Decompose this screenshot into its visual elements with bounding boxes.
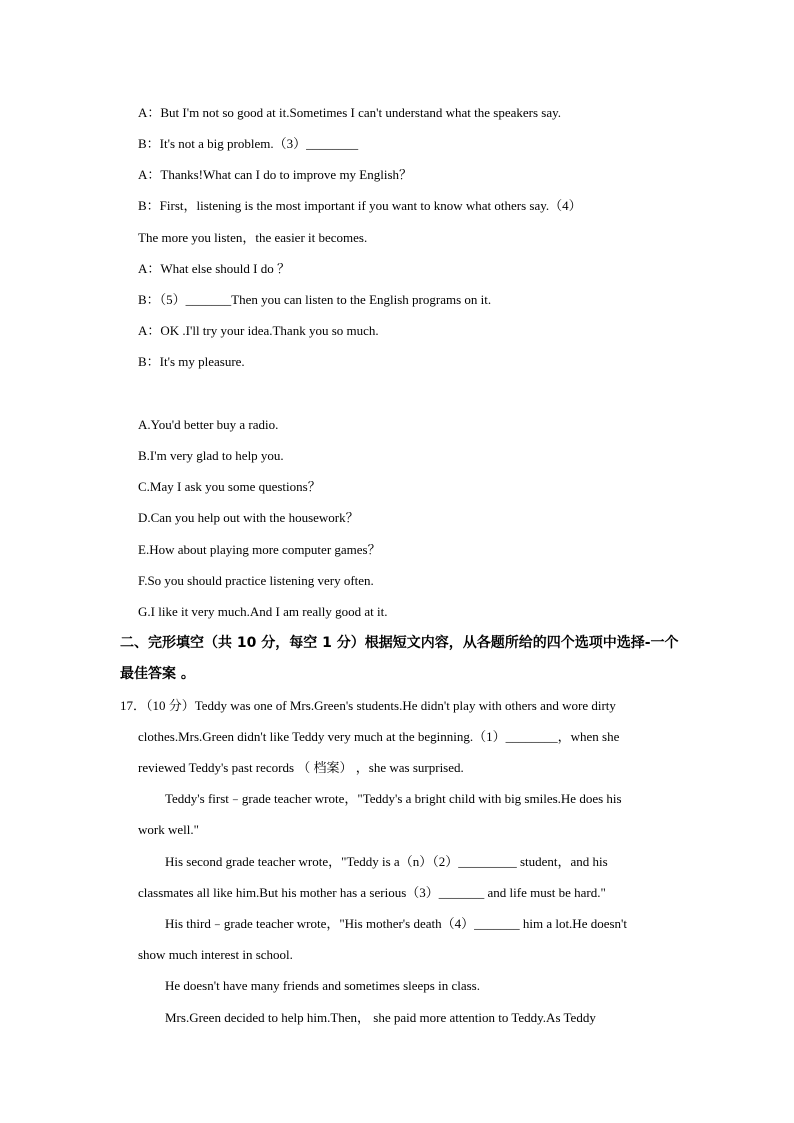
dialogue-line-b2-cont: The more you listen，the easier it becomes. (138, 230, 368, 245)
q17-line-4: Teddy's first﹣grade teacher wrote，"Teddy's a bright child with big smiles.He does his (165, 791, 622, 806)
q17-line-11: Mrs.Green decided to help him.Then， she paid more attention to Teddy.As Teddy (165, 1010, 596, 1025)
q17-line-5: work well." (138, 822, 199, 837)
q17-line-10: He doesn't have many friends and sometimes sleeps in class. (165, 978, 480, 993)
dialogue-line-a3: A：What else should I do ？ (138, 261, 291, 276)
q17-line-1: 17．（10 分）Teddy was one of Mrs.Green's students.He didn't play with others and wore dirty (120, 698, 616, 713)
q17-line-3: reviewed Teddy's past records （ 档案） ，she was surprised. (138, 760, 464, 775)
option-c: C.May I ask you some questions？ (138, 479, 321, 494)
option-b: B.I'm very glad to help you. (138, 448, 284, 463)
dialogue-line-a1: A：But I'm not so good at it.Sometimes I can't understand what the speakers say. (138, 105, 562, 120)
dialogue-line-b2: B：First，listening is the most important if you want to know what others say.（4） (138, 198, 582, 213)
q17-line-9: show much interest in school. (138, 947, 293, 962)
option-f: F.So you should practice listening very often. (138, 573, 374, 588)
option-g: G.I like it very much.And I am really good at it. (138, 604, 388, 619)
q17-line-8: His third﹣grade teacher wrote，"His mother's death（4）_______ him a lot.He doesn't (165, 916, 628, 931)
option-a: A.You'd better buy a radio. (138, 417, 279, 432)
section-heading-line2: 最佳答案 。 (120, 666, 195, 682)
section-heading-line1: 二、完形填空（共 10 分，每空 1 分）根据短文内容，从各题所给的四个选项中选择-一个 (120, 635, 679, 651)
q17-line-6: His second grade teacher wrote，"Teddy is a（n）（2）_________ student，and his (165, 854, 608, 869)
option-e: E.How about playing more computer games？ (138, 542, 381, 557)
dialogue-line-b1: B：It's not a big problem.（3）________ (138, 136, 359, 151)
dialogue-line-b3: B：（5）_______Then you can listen to the English programs on it. (138, 292, 492, 307)
dialogue-line-b4: B：It's my pleasure. (138, 354, 245, 369)
option-d: D.Can you help out with the housework？ (138, 510, 359, 525)
dialogue-line-a2: A：Thanks!What can I do to improve my English？ (138, 167, 413, 182)
q17-line-2: clothes.Mrs.Green didn't like Teddy very much at the beginning.（1）________，when she (138, 729, 620, 744)
q17-line-7: classmates all like him.But his mother has a serious（3）_______ and life must be hard." (138, 885, 606, 900)
dialogue-line-a4: A：OK .I'll try your idea.Thank you so much. (138, 323, 379, 338)
